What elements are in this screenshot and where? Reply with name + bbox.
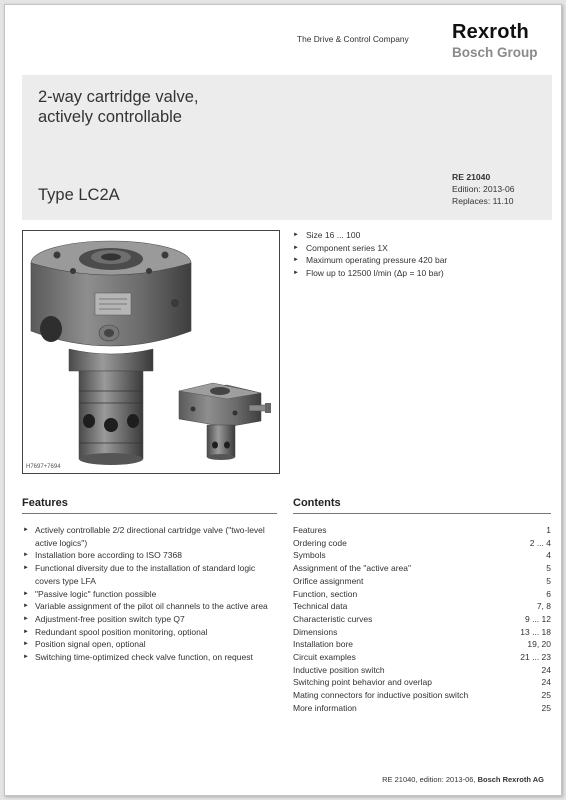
edition-date: Edition: 2013-06 xyxy=(452,184,515,194)
contents-page: 2 ... 4 xyxy=(529,537,551,548)
replaces-date: Replaces: 11.10 xyxy=(452,196,514,206)
contents-label: Function, section xyxy=(293,588,358,599)
type-designation: Type LC2A xyxy=(38,186,120,204)
contents-page: 5 xyxy=(546,563,551,574)
document-info xyxy=(452,171,515,207)
contents-row[interactable] xyxy=(293,676,551,689)
contents-page: 24 xyxy=(541,677,551,688)
contents-label: Symbols xyxy=(293,550,326,561)
contents-page: 13 ... 18 xyxy=(520,626,551,637)
feature-item: ► Adjustment-free position switch type Q7 xyxy=(22,613,277,626)
feature-item: ► Actively controllable 2/2 directional cartridge valve ("two-level active logics") xyxy=(22,524,277,549)
spec-item: ► Size 16 ... 100 xyxy=(293,229,447,242)
feature-item: ► Redundant spool position monitoring, optional xyxy=(22,626,277,639)
feature-item: ► Variable assignment of the pilot oil channels to the active area xyxy=(22,600,277,613)
feature-item: ► "Passive logic" function possible xyxy=(22,588,277,601)
contents-page: 21 ... 23 xyxy=(520,652,551,663)
contents-label: Circuit examples xyxy=(293,652,356,663)
features-list xyxy=(22,524,277,664)
contents-label: Dimensions xyxy=(293,626,338,637)
contents-label: Characteristic curves xyxy=(293,613,373,624)
document-number: RE 21040 xyxy=(452,172,491,182)
company-tagline: The Drive & Control Company xyxy=(297,34,409,44)
footer-text: RE 21040, edition: 2013-06, xyxy=(382,775,476,784)
contents-page: 6 xyxy=(546,588,551,599)
features-heading: Features xyxy=(22,497,68,509)
contents-row[interactable] xyxy=(293,524,551,537)
contents-row[interactable] xyxy=(293,689,551,702)
contents-row[interactable] xyxy=(293,626,551,639)
contents-list xyxy=(293,524,551,715)
page-footer xyxy=(382,775,544,784)
title-box xyxy=(22,75,552,220)
brand-subtitle: Bosch Group xyxy=(452,45,538,60)
contents-row[interactable] xyxy=(293,638,551,651)
photo-code: H7697+7694 xyxy=(26,464,61,470)
features-divider xyxy=(22,513,277,514)
contents-page: 7, 8 xyxy=(536,601,551,612)
contents-label: Mating connectors for inductive position switch xyxy=(293,690,469,701)
spec-item: ► Flow up to 12500 l/min (Δp = 10 bar) xyxy=(293,267,447,280)
contents-page: 24 xyxy=(541,664,551,675)
contents-row[interactable] xyxy=(293,664,551,677)
contents-label: Technical data xyxy=(293,601,348,612)
contents-heading: Contents xyxy=(293,497,341,509)
contents-label: Ordering code xyxy=(293,537,347,548)
document-title-line1: 2-way cartridge valve, xyxy=(38,88,199,106)
contents-page: 9 ... 12 xyxy=(525,613,551,624)
document-title-line2: actively controllable xyxy=(38,108,182,126)
product-photo xyxy=(22,230,280,474)
spec-item: ► Component series 1X xyxy=(293,242,447,255)
valve-illustration xyxy=(23,231,279,473)
contents-label: Assignment of the "active area" xyxy=(293,563,412,574)
contents-row[interactable] xyxy=(293,600,551,613)
spec-item: ► Maximum operating pressure 420 bar xyxy=(293,254,447,267)
contents-label: More information xyxy=(293,702,357,713)
contents-row[interactable] xyxy=(293,549,551,562)
brand-logo: Rexroth xyxy=(452,21,529,43)
contents-page: 25 xyxy=(541,690,551,701)
contents-page: 4 xyxy=(546,550,551,561)
feature-item: ► Installation bore according to ISO 7368 xyxy=(22,549,277,562)
feature-item: ► Functional diversity due to the installation of standard logic covers type LFA xyxy=(22,562,277,587)
contents-divider xyxy=(293,513,551,514)
contents-label: Inductive position switch xyxy=(293,664,385,675)
contents-page: 25 xyxy=(541,702,551,713)
large-valve xyxy=(31,241,191,465)
contents-row[interactable] xyxy=(293,562,551,575)
contents-row[interactable] xyxy=(293,613,551,626)
small-valve xyxy=(179,383,271,460)
contents-page: 19, 20 xyxy=(527,639,551,650)
feature-item: ► Position signal open, optional xyxy=(22,638,277,651)
contents-page: 1 xyxy=(546,525,551,535)
contents-label: Features xyxy=(293,525,327,535)
spec-list xyxy=(293,229,447,279)
document-page xyxy=(4,4,562,796)
feature-item: ► Switching time-optimized check valve function, on request xyxy=(22,651,277,664)
contents-label: Installation bore xyxy=(293,639,354,650)
contents-row[interactable] xyxy=(293,575,551,588)
contents-row[interactable] xyxy=(293,588,551,601)
footer-company: Bosch Rexroth AG xyxy=(477,775,544,784)
contents-label: Orifice assignment xyxy=(293,575,364,586)
contents-row[interactable] xyxy=(293,651,551,664)
contents-page: 5 xyxy=(546,575,551,586)
contents-row[interactable] xyxy=(293,702,551,715)
contents-row[interactable] xyxy=(293,537,551,550)
contents-label: Switching point behavior and overlap xyxy=(293,677,432,688)
